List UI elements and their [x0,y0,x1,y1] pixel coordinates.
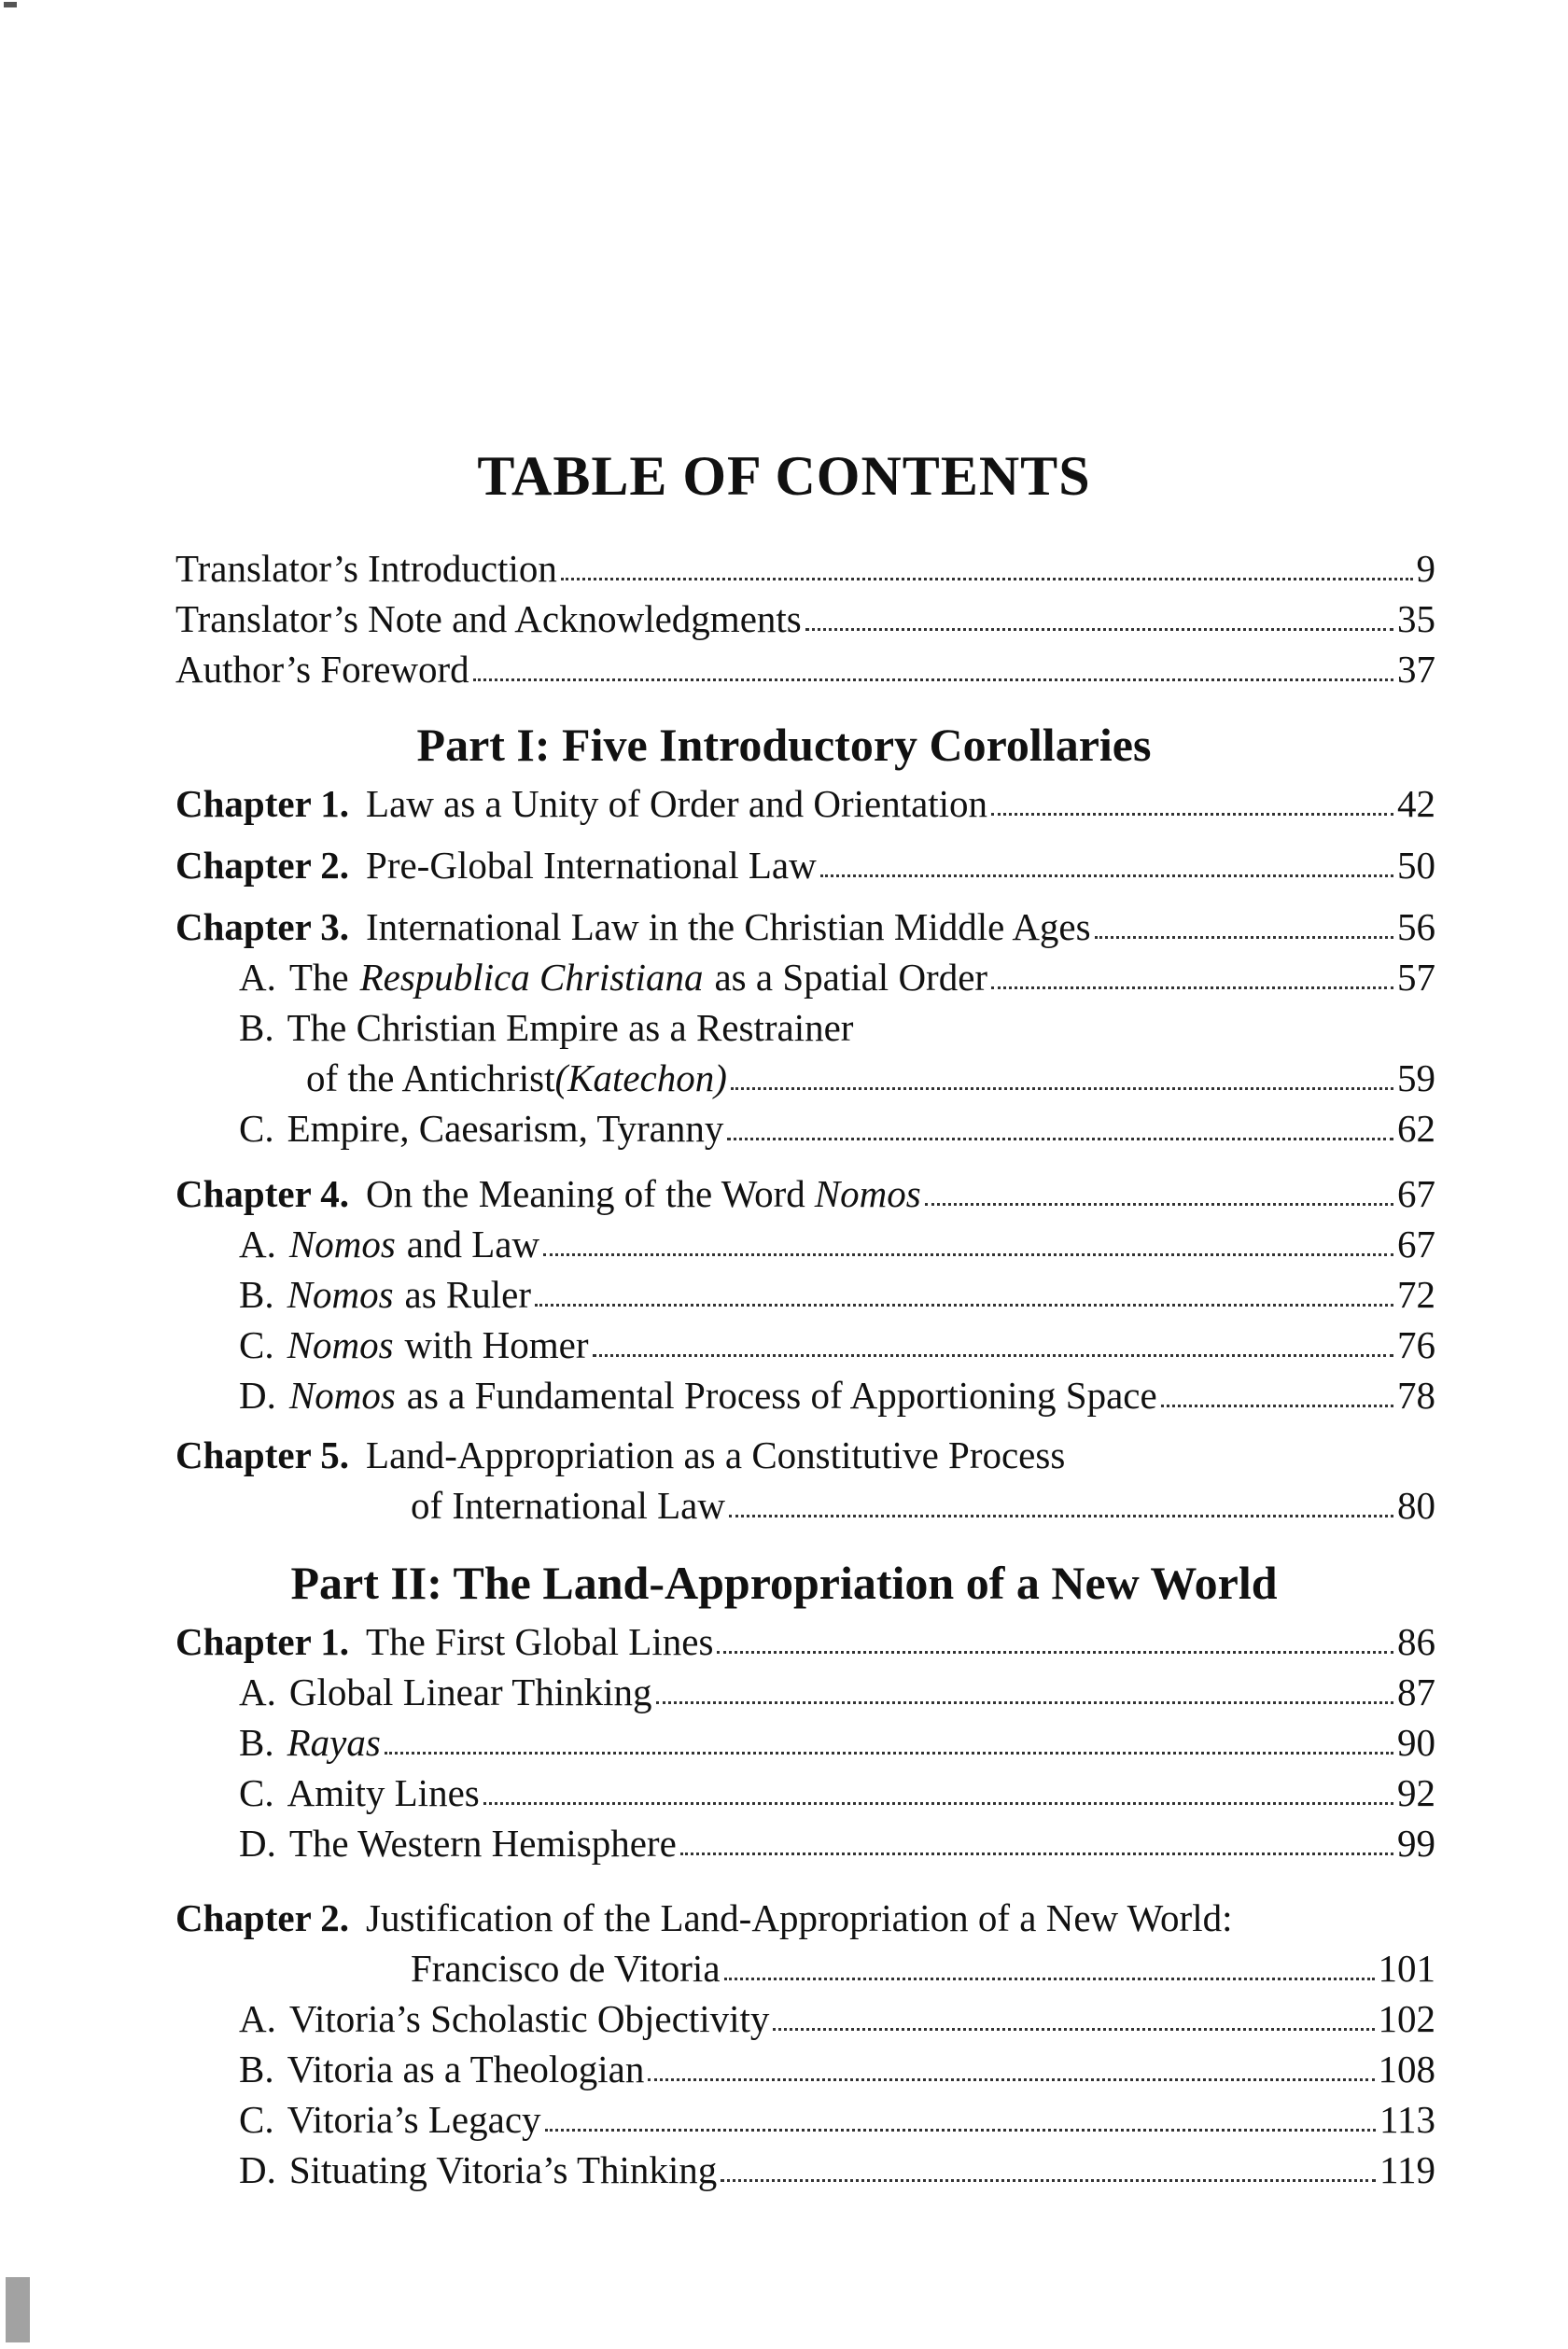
toc-page-number: 90 [1397,1721,1435,1764]
chapter-title: On the Meaning of the Word [366,1172,805,1215]
toc-page-number: 99 [1397,1822,1435,1865]
section-title: Empire, Caesarism, Tyranny [287,1107,724,1150]
section-letter: B. [239,1273,274,1316]
toc-page-number: 67 [1397,1172,1435,1215]
chapter-title: Law as a Unity of Order and Orientation [366,782,988,825]
leader-dots [731,1087,1393,1090]
chapter-title-italic: Nomos [814,1172,921,1215]
chapter-number: Chapter 4. [175,1172,350,1215]
part-heading: Part I: Five Introductory Corollaries [416,719,1152,771]
leader-dots [593,1354,1393,1357]
section-title: The Western Hemisphere [288,1822,677,1865]
toc-section[interactable] [239,2094,1435,2145]
leader-dots [991,813,1393,816]
leader-dots [680,1853,1393,1855]
leader-dots [773,2028,1374,2031]
leader-dots [535,1304,1393,1307]
toc-page-number: 101 [1378,1947,1435,1990]
scan-speck [6,2277,30,2342]
chapter-number: Chapter 5. [175,1433,350,1476]
leader-dots [727,1138,1393,1140]
page-title: TABLE OF CONTENTS [477,445,1091,507]
toc-page-number: 50 [1397,844,1435,887]
section-letter: A. [239,956,276,999]
toc-section[interactable] [239,2145,1435,2195]
scan-speck [4,2,17,7]
toc-page-number: 113 [1379,2098,1435,2141]
section-title: Global Linear Thinking [288,1671,652,1713]
toc-chapter[interactable] [175,840,1435,890]
toc-page-number: 119 [1379,2148,1435,2191]
toc-entry-label: Author’s Foreword [175,648,469,691]
section-title: The Christian Empire as a Restrainer [287,1006,854,1049]
section-title: Amity Lines [287,1771,480,1814]
toc-page-number: 59 [1397,1056,1435,1099]
leader-dots [483,1802,1393,1805]
section-title-italic: Respublica Christiana [359,956,704,999]
section-title: as a Spatial Order [714,956,988,999]
section-title: Vitoria as a Theologian [287,2048,645,2090]
toc-entry[interactable] [175,644,1435,694]
toc-section[interactable] [239,1818,1435,1868]
section-title: of the Antichrist [306,1056,555,1099]
toc-entry-label: Translator’s Note and Acknowledgments [175,597,802,640]
section-letter: D. [239,2148,276,2191]
section-letter: B. [239,2048,274,2090]
toc-section[interactable] [239,1103,1435,1154]
leader-dots [805,628,1393,631]
toc-page-number: 35 [1397,597,1435,640]
toc-page-number: 57 [1397,956,1435,999]
toc-section[interactable] [239,1667,1435,1717]
chapter-title: International Law in the Christian Middle Ages [366,905,1091,948]
section-letter: C. [239,1771,274,1814]
toc-section[interactable] [239,1269,1435,1320]
part-heading: Part II: The Land-Appropriation of a New World [290,1557,1278,1609]
chapter-title: of International Law [411,1484,725,1527]
chapter-title: The First Global Lines [366,1620,714,1663]
leader-dots [820,874,1393,877]
section-title-italic: Nomos [287,1273,394,1316]
chapter-title: Francisco de Vitoria [411,1947,721,1990]
section-title: as Ruler [404,1273,532,1316]
toc-page-number: 9 [1416,547,1435,590]
chapter-title: Justification of the Land-Appropriation of a New World: [366,1896,1233,1939]
chapter-title: Pre-Global International Law [366,844,817,887]
toc-page-number: 56 [1397,905,1435,948]
leader-dots [1095,936,1393,939]
toc-section[interactable] [239,2044,1435,2094]
toc-entry[interactable] [175,543,1435,594]
chapter-number: Chapter 1. [175,1620,350,1663]
toc-page-number: 62 [1397,1107,1435,1150]
section-title-italic: Rayas [287,1721,381,1764]
leader-dots [1161,1405,1393,1407]
section-letter: D. [239,1374,276,1417]
toc-chapter-continuation[interactable] [411,1480,1435,1531]
section-title-italic: Nomos [287,1323,394,1366]
leader-dots [656,1701,1393,1704]
section-letter: D. [239,1822,276,1865]
section-title: Vitoria’s Scholastic Objectivity [288,1997,770,2040]
section-title: The [288,956,349,999]
leader-dots [648,2078,1374,2081]
toc-page-number: 87 [1397,1671,1435,1713]
toc-page-number: 42 [1397,782,1435,825]
toc-page-number: 72 [1397,1273,1435,1316]
chapter-number: Chapter 1. [175,782,350,825]
leader-dots [717,1651,1393,1654]
chapter-number: Chapter 2. [175,1896,350,1939]
leader-dots [724,1978,1375,1980]
toc-section[interactable] [239,1320,1435,1370]
leader-dots [561,578,1413,580]
section-title: as a Fundamental Process of Apportioning Space [406,1374,1157,1417]
toc-page-number: 80 [1397,1484,1435,1527]
toc-chapter[interactable] [175,1893,1435,1943]
toc-page-number: 108 [1378,2048,1435,2090]
section-letter: C. [239,1323,274,1366]
chapter-number: Chapter 3. [175,905,350,948]
toc-section[interactable] [239,1993,1435,2044]
leader-dots [991,986,1393,989]
toc-entry[interactable] [175,594,1435,644]
toc-chapter[interactable] [175,1430,1435,1480]
section-title: and Law [406,1223,540,1265]
leader-dots [721,2179,1376,2182]
toc-section[interactable] [239,1370,1435,1420]
toc-page-number: 76 [1397,1323,1435,1366]
leader-dots [545,2129,1377,2132]
section-title-italic: Nomos [288,1374,396,1417]
section-letter: A. [239,1223,276,1265]
section-letter: A. [239,1671,276,1713]
toc-page-number: 102 [1378,1997,1435,2040]
toc-section[interactable] [239,1219,1435,1269]
toc-chapter[interactable] [175,902,1435,952]
section-letter: C. [239,1107,274,1150]
toc-section[interactable] [239,1768,1435,1818]
toc-entry-label: Translator’s Introduction [175,547,557,590]
toc-section-continuation[interactable] [306,1053,1435,1103]
chapter-number: Chapter 2. [175,844,350,887]
section-title: Situating Vitoria’s Thinking [288,2148,718,2191]
toc-page-number: 78 [1397,1374,1435,1417]
toc-chapter-continuation[interactable] [411,1943,1435,1993]
section-title-italic: (Katechon) [554,1056,727,1099]
section-title-italic: Nomos [288,1223,396,1265]
chapter-title: Land-Appropriation as a Constitutive Process [366,1433,1066,1476]
toc-section[interactable] [239,952,1435,1002]
toc-page-number: 67 [1397,1223,1435,1265]
toc-chapter[interactable] [175,1168,1435,1219]
toc-page-number: 37 [1397,648,1435,691]
section-letter: B. [239,1721,274,1764]
leader-dots [925,1203,1393,1206]
toc-page-number: 86 [1397,1620,1435,1663]
toc-section[interactable] [239,1717,1435,1768]
leader-dots [385,1752,1393,1755]
section-letter: B. [239,1006,274,1049]
leader-dots [543,1253,1393,1256]
toc-section[interactable] [239,1002,1435,1053]
toc-chapter[interactable] [175,1616,1435,1667]
section-title: Vitoria’s Legacy [287,2098,541,2141]
section-letter: C. [239,2098,274,2141]
toc-page-number: 92 [1397,1771,1435,1814]
leader-dots [729,1515,1393,1517]
section-letter: A. [239,1997,276,2040]
leader-dots [473,678,1393,681]
section-title: with Homer [404,1323,589,1366]
toc-chapter[interactable] [175,778,1435,829]
